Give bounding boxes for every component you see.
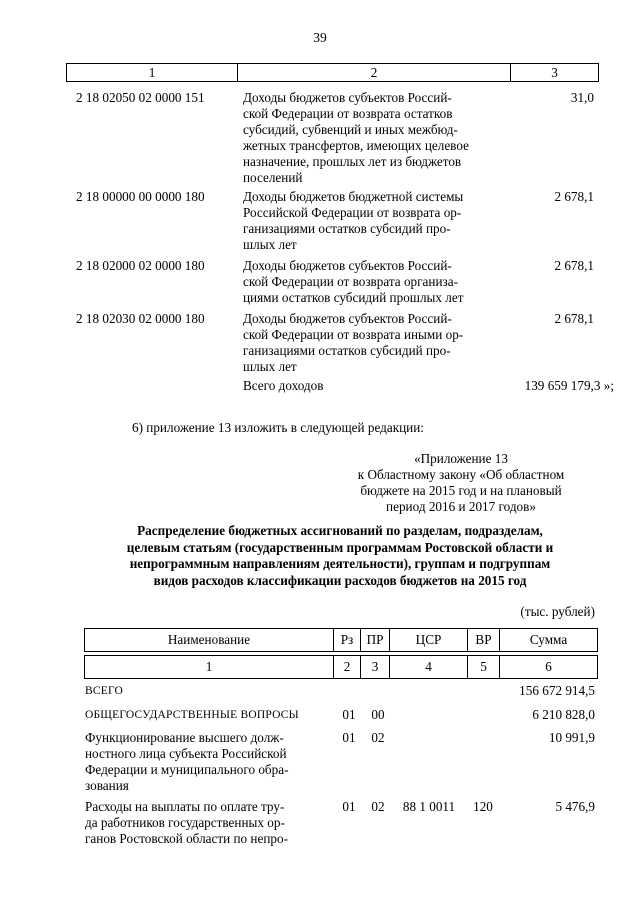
page-number: 39 <box>313 30 327 45</box>
budget-row-rz: 01 <box>342 799 356 814</box>
income-row-description: Доходы бюджетов субъектов Россий- ской Федерации от возврата организа- циями остатков субсидий прошлых лет <box>243 258 464 305</box>
budget-row-rz: 01 <box>342 730 356 745</box>
income-total-amount: 139 659 179,3 »; <box>524 378 614 393</box>
budget-colnum-row <box>84 655 598 679</box>
budget-col-pr-header: ПР <box>366 632 384 647</box>
budget-row-name: Расходы на выплаты по оплате тру- да работников государственных ор- ганов Ростовской области по непро- <box>85 799 288 846</box>
budget-row-name: Функционирование высшего долж- ностного лица субъекта Российской Федерации и муниципального обра- зования <box>85 730 289 793</box>
budget-row-vr: 120 <box>473 799 493 814</box>
amendment-paragraph: 6) приложение 13 изложить в следующей редакции: <box>132 420 424 435</box>
budget-colnum-vr: 5 <box>480 659 487 674</box>
income-row-description: Доходы бюджетов субъектов Россий- ской Федерации от возврата остатков субсидий, субвенций и иных межбюд- жетных трансфертов, имеющих целевое назначение, прошлых лет из бюджетов поселений <box>243 90 469 185</box>
income-row-amount: 2 678,1 <box>554 311 594 326</box>
income-row-code: 2 18 00000 00 0000 180 <box>76 189 205 204</box>
budget-row-sum: 156 672 914,5 <box>519 683 595 698</box>
budget-colnum-pr: 3 <box>371 659 379 674</box>
income-col-2-header: 2 <box>370 65 378 80</box>
income-row-amount: 2 678,1 <box>554 189 594 204</box>
budget-header-row <box>84 628 598 652</box>
budget-row-name: ОБЩЕГОСУДАРСТВЕННЫЕ ВОПРОСЫ <box>85 709 299 721</box>
income-row-code: 2 18 02000 02 0000 180 <box>76 258 205 273</box>
appendix-reference: «Приложение 13 к Областному закону «Об областном бюджете на 2015 год и на плановый период 2016 и 2017 годов» <box>357 451 565 514</box>
budget-row-pr: 00 <box>371 707 385 722</box>
budget-row-sum: 5 476,9 <box>555 799 595 814</box>
budget-col-csr-header: ЦСР <box>415 632 442 647</box>
budget-colnum-name: 1 <box>205 659 213 674</box>
budget-row-csr: 88 1 0011 <box>402 799 456 814</box>
income-total-label: Всего доходов <box>243 378 324 393</box>
income-row-code: 2 18 02030 02 0000 180 <box>76 311 205 326</box>
income-row-amount: 2 678,1 <box>554 258 594 273</box>
income-col-1-header: 1 <box>148 65 156 80</box>
budget-colnum-csr: 4 <box>425 659 432 674</box>
budget-colnum-sum: 6 <box>545 659 552 674</box>
budget-row-pr: 02 <box>371 799 385 814</box>
units-label: (тыс. рублей) <box>520 604 595 619</box>
budget-row-pr: 02 <box>371 730 385 745</box>
income-row-code: 2 18 02050 02 0000 151 <box>76 90 205 105</box>
budget-col-sum-header: Сумма <box>529 632 568 647</box>
income-row-description: Доходы бюджетов бюджетной системы Российской Федерации от возврата ор- ганизациями остатков субсидий про- шлых лет <box>243 189 464 252</box>
budget-col-name-header: Наименование <box>167 632 251 647</box>
income-table-header <box>66 63 599 82</box>
budget-row-name: ВСЕГО <box>85 685 124 697</box>
budget-row-rz: 01 <box>342 707 356 722</box>
income-col-3-header: 3 <box>551 65 558 80</box>
income-row-description: Доходы бюджетов субъектов Россий- ской Федерации от возврата иными ор- ганизациями остатков субсидий про- шлых лет <box>243 311 464 374</box>
budget-colnum-rz: 2 <box>343 659 351 674</box>
section-heading: Распределение бюджетных ассигнований по разделам, подразделам, целевым статьям (государственным программам Ростовской области и непрограммным направлениям деятельности), группам и подгруппам видов расходов классификации расходов бюджетов на 2015 год <box>126 523 554 588</box>
budget-col-rz-header: Рз <box>340 632 354 647</box>
budget-row-sum: 10 991,9 <box>548 730 595 745</box>
budget-row-sum: 6 210 828,0 <box>532 707 595 722</box>
budget-col-vr-header: ВР <box>475 632 492 647</box>
budget-table-header <box>84 628 598 680</box>
income-row-amount: 31,0 <box>570 90 594 105</box>
